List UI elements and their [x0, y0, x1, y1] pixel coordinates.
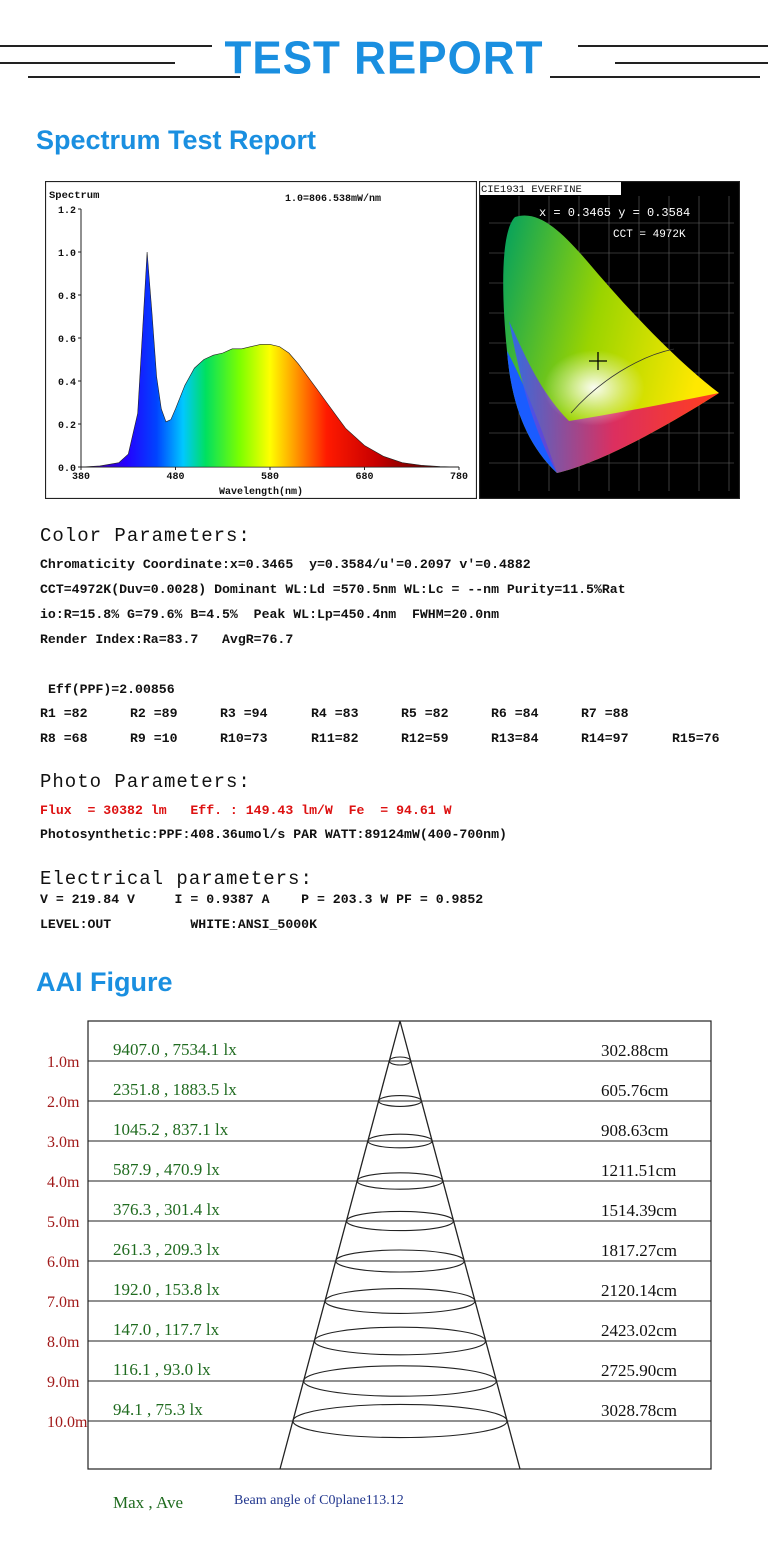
beam-diameter: 2423.02cm: [601, 1321, 678, 1340]
distance-label: 7.0m: [47, 1294, 80, 1311]
x-tick-label: 780: [449, 472, 469, 483]
r-value: R9 =10: [130, 731, 178, 746]
lux-value: 587.9 , 470.9 lx: [113, 1160, 220, 1179]
electrical-params-title: Electrical parameters:: [40, 868, 313, 890]
color-param-line: CCT=4972K(Duv=0.0028) Dominant WL:Ld =570.5nm WL:Lc = --nm Purity=11.5%Rat: [40, 582, 626, 597]
r-value: R14=97: [581, 731, 629, 746]
lux-value: 9407.0 , 7534.1 lx: [113, 1040, 237, 1059]
electrical-line: LEVEL:OUT WHITE:ANSI_5000K: [40, 917, 317, 932]
r-value: R3 =94: [220, 706, 268, 721]
cie-cct-readout: CCT = 4972K: [613, 229, 686, 241]
ppf-line: Photosynthetic:PPF:408.36umol/s PAR WATT:89124mW(400-700nm): [40, 827, 507, 842]
spectrum-section-title: Spectrum Test Report: [36, 125, 317, 155]
color-param-line: io:R=15.8% G=79.6% B=4.5% Peak WL:Lp=450.4nm FWHM=20.0nm: [40, 607, 499, 622]
y-tick-label: 0.4: [57, 378, 76, 389]
report-title: TEST REPORT: [224, 32, 544, 85]
lux-value: 147.0 , 117.7 lx: [113, 1320, 220, 1339]
r-value: R1 =82: [40, 706, 88, 721]
beam-diameter: 2120.14cm: [601, 1281, 678, 1300]
lux-value: 261.3 , 209.3 lx: [113, 1240, 220, 1259]
r-value: R10=73: [220, 731, 268, 746]
r-value: R15=76: [672, 731, 720, 746]
x-tick-label: 480: [166, 472, 185, 483]
color-param-line: Chromaticity Coordinate:x=0.3465 y=0.3584/u'=0.2097 v'=0.4882: [40, 557, 531, 572]
chart-label: Spectrum: [49, 190, 100, 202]
x-axis-label: Wavelength(nm): [218, 487, 304, 498]
y-tick-label: 0.2: [57, 421, 76, 432]
r-value: R11=82: [311, 731, 359, 746]
beam-diameter: 1817.27cm: [601, 1241, 678, 1260]
beam-diameter: 605.76cm: [601, 1081, 669, 1100]
beam-diameter: 1211.51cm: [601, 1161, 677, 1180]
y-tick-label: 0.6: [57, 335, 76, 346]
distance-label: 2.0m: [47, 1094, 80, 1111]
lux-value: 376.3 , 301.4 lx: [113, 1200, 220, 1219]
cie-chart: [479, 181, 740, 499]
electrical-line: V = 219.84 V I = 0.9387 A P = 203.3 W PF = 0.9852: [40, 892, 484, 907]
distance-label: 8.0m: [47, 1334, 80, 1351]
eff-ppf: Eff(PPF)=2.00856: [48, 682, 175, 697]
cie-label: CIE1931 EVERFINE: [481, 184, 582, 196]
cie-white-point-glow: [525, 323, 669, 431]
distance-label: 10.0m: [47, 1414, 88, 1431]
flux-line: Flux = 30382 lm Eff. : 149.43 lm/W Fe = 94.61 W: [40, 803, 452, 818]
photo-params-title: Photo Parameters:: [40, 771, 251, 793]
distance-label: 9.0m: [47, 1374, 80, 1391]
distance-label: 4.0m: [47, 1174, 80, 1191]
y-tick-label: 0.8: [57, 292, 76, 303]
distance-label: 3.0m: [47, 1134, 80, 1151]
x-tick-label: 380: [71, 472, 91, 483]
aai-figure: [0, 1015, 768, 1485]
beam-diameter: 2725.90cm: [601, 1361, 678, 1380]
lux-value: 116.1 , 93.0 lx: [113, 1360, 211, 1379]
lux-value: 2351.8 , 1883.5 lx: [113, 1080, 237, 1099]
legend-max-ave: Max , Ave: [113, 1493, 184, 1512]
beam-diameter: 3028.78cm: [601, 1401, 678, 1420]
spectrum-chart: [45, 181, 477, 499]
beam-angle-note: Beam angle of C0plane113.12: [234, 1493, 404, 1508]
r-value: R6 =84: [491, 706, 539, 721]
beam-diameter: 1514.39cm: [601, 1201, 678, 1220]
lux-value: 94.1 , 75.3 lx: [113, 1400, 203, 1419]
aai-section-title: AAI Figure: [36, 967, 173, 997]
y-tick-label: 1.2: [57, 206, 76, 217]
x-tick-label: 580: [260, 472, 280, 483]
beam-diameter: 908.63cm: [601, 1121, 669, 1140]
r-value: R2 =89: [130, 706, 178, 721]
x-tick-label: 680: [355, 472, 374, 483]
r-value: R12=59: [401, 731, 449, 746]
r-value: R7 =88: [581, 706, 629, 721]
distance-label: 5.0m: [47, 1214, 80, 1231]
lux-value: 1045.2 , 837.1 lx: [113, 1120, 229, 1139]
r-value: R13=84: [491, 731, 539, 746]
r-value: R8 =68: [40, 731, 88, 746]
beam-diameter: 302.88cm: [601, 1041, 669, 1060]
y-tick-label: 1.0: [57, 249, 76, 260]
r-value: R5 =82: [401, 706, 449, 721]
color-params-title: Color Parameters:: [40, 525, 251, 547]
lux-value: 192.0 , 153.8 lx: [113, 1280, 220, 1299]
r-value: R4 =83: [311, 706, 359, 721]
distance-label: 6.0m: [47, 1254, 80, 1271]
chart-scale-note: 1.0=806.538mW/nm: [285, 194, 382, 205]
cie-xy-readout: x = 0.3465 y = 0.3584: [539, 206, 691, 220]
distance-label: 1.0m: [47, 1054, 80, 1071]
color-param-line: Render Index:Ra=83.7 AvgR=76.7: [40, 632, 294, 647]
y-tick-label: 0.0: [57, 464, 76, 475]
